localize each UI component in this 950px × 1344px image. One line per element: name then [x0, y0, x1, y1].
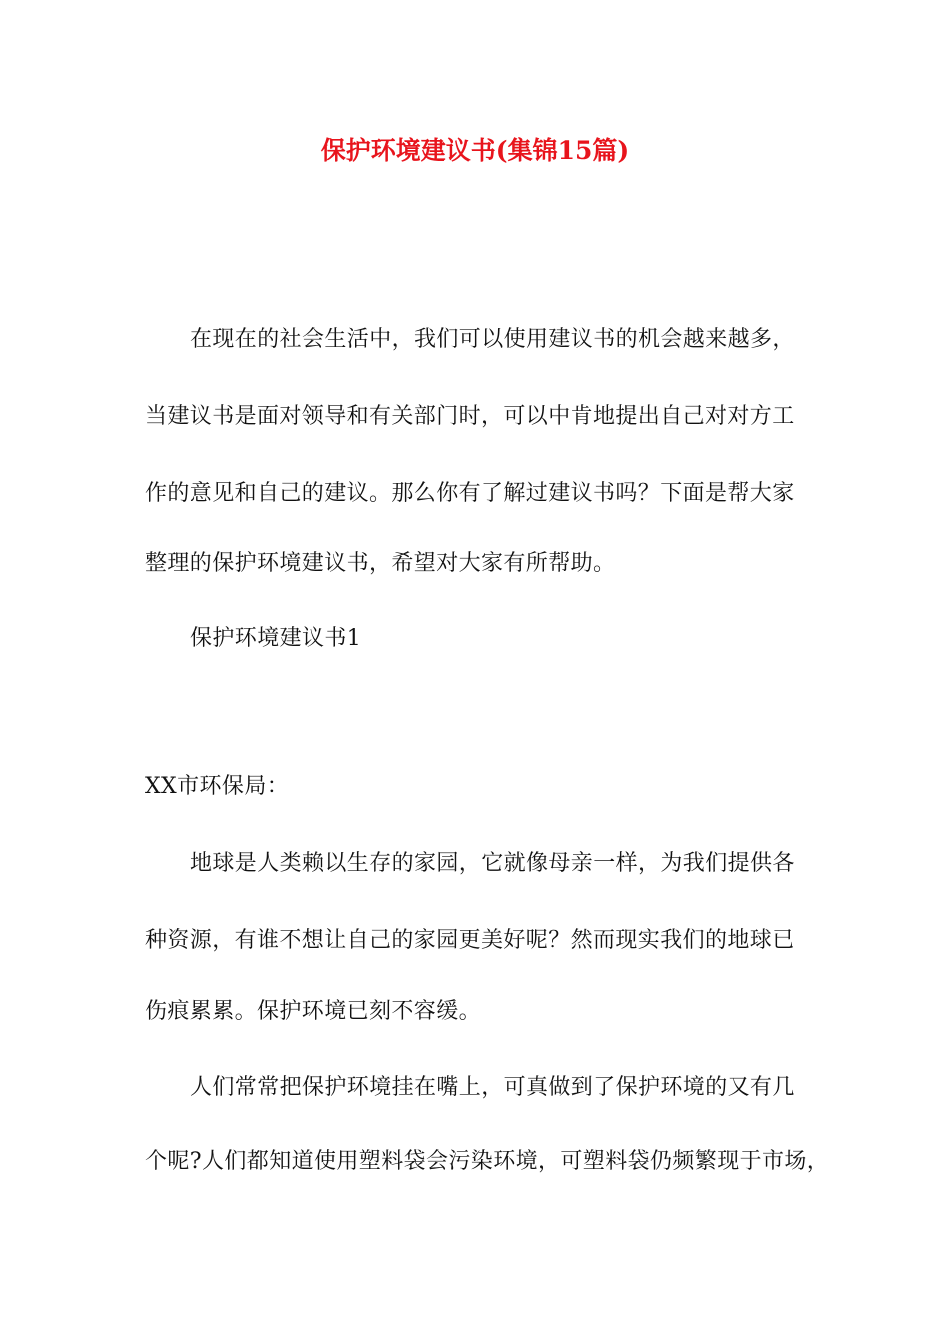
intro-line-2: 当建议书是面对领导和有关部门时，可以中肯地提出自己对对方工	[145, 404, 795, 429]
paragraph2-line-1: 人们常常把保护环境挂在嘴上，可真做到了保护环境的又有几	[190, 1075, 795, 1100]
salutation: XX市环保局：	[145, 774, 290, 799]
document-title: 保护环境建议书(集锦15篇)	[320, 136, 630, 165]
section-heading: 保护环境建议书1	[190, 626, 362, 651]
intro-line-1: 在现在的社会生活中，我们可以使用建议书的机会越来越多，	[190, 327, 795, 352]
paragraph1-line-3: 伤痕累累。保护环境已刻不容缓。	[145, 999, 482, 1024]
paragraph1-line-1: 地球是人类赖以生存的家园，它就像母亲一样，为我们提供各	[190, 851, 795, 876]
intro-line-4: 整理的保护环境建议书，希望对大家有所帮助。	[145, 551, 616, 576]
intro-line-3: 作的意见和自己的建议。那么你有了解过建议书吗？下面是帮大家	[145, 481, 795, 506]
paragraph1-line-2: 种资源，有谁不想让自己的家园更美好呢？然而现实我们的地球已	[145, 928, 795, 953]
paragraph2-line-2: 个呢?人们都知道使用塑料袋会污染环境，可塑料袋仍频繁现于市场，	[145, 1149, 830, 1174]
